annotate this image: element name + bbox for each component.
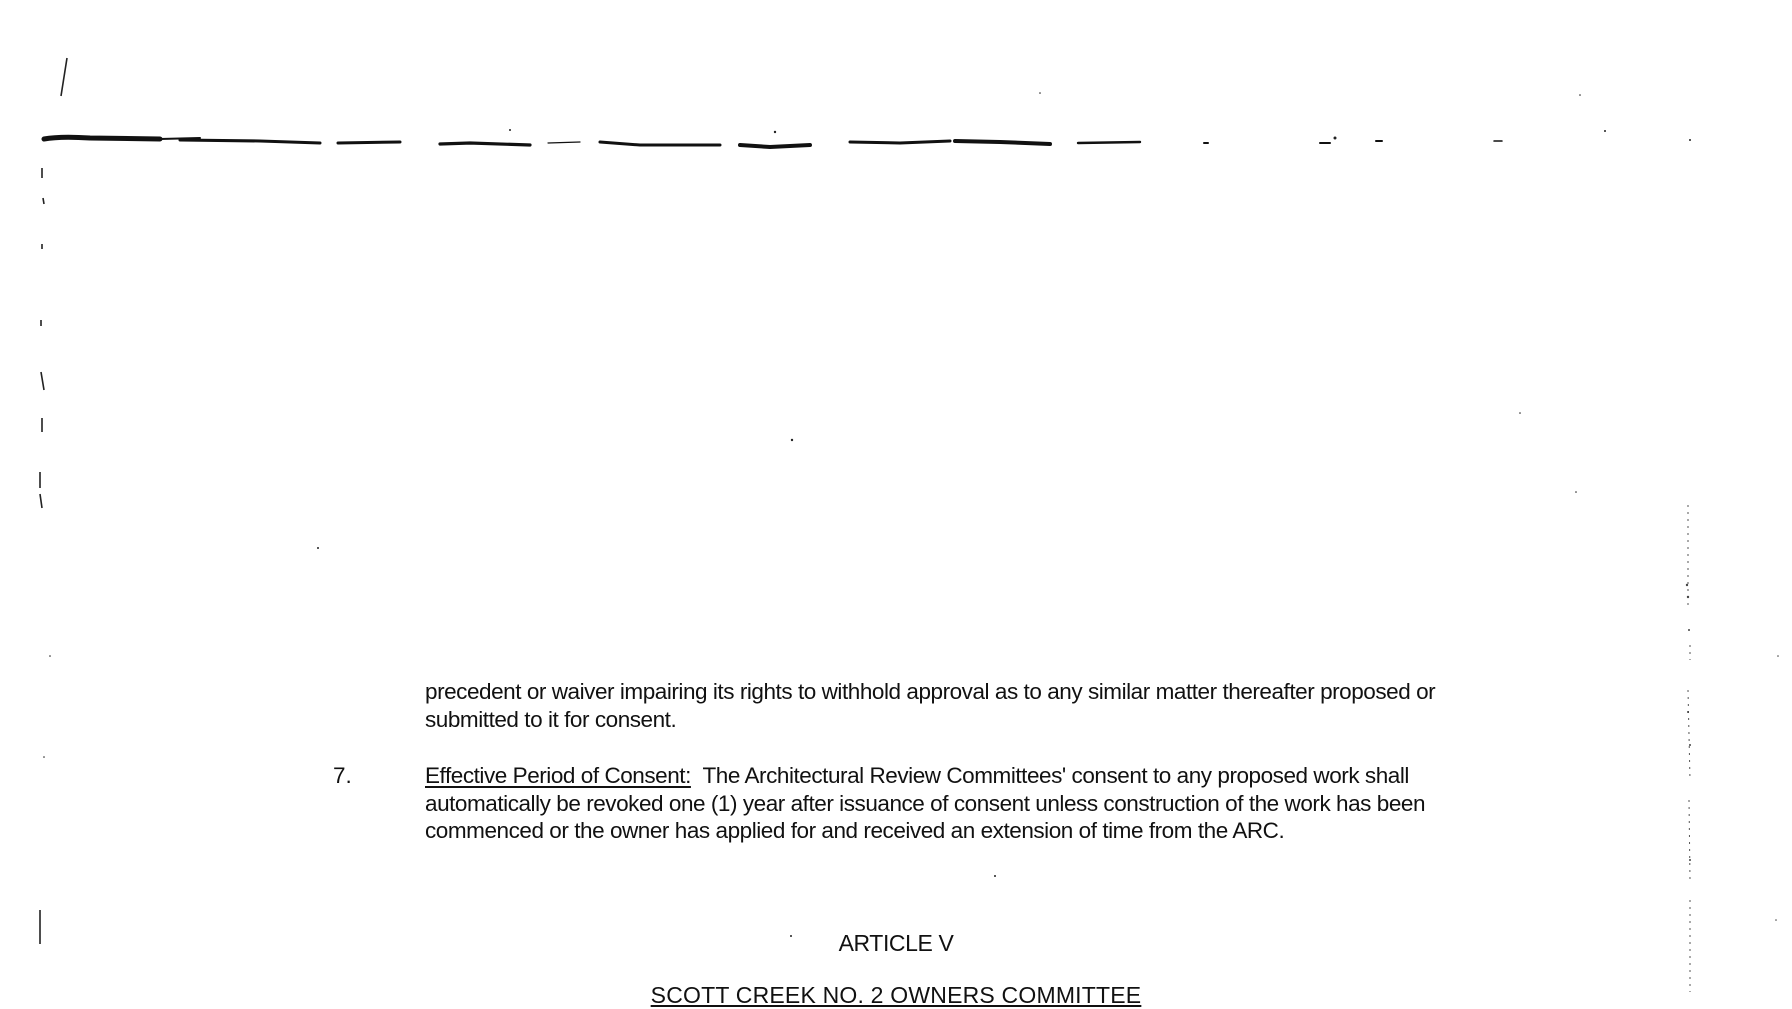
- article-heading: ARTICLE V: [838, 930, 954, 956]
- item-paragraph: [425, 762, 1450, 845]
- paragraph-continuation: precedent or waiver impairing its rights to withhold approval as to any similar matter thereafter proposed or submitted to it for consent.: [425, 679, 1436, 732]
- item-heading: Effective Period of Consent:: [425, 763, 691, 788]
- item-body: The Architectural Review Committees' consent to any proposed work shall automatically be revoked one (1) year after issuance of consent unless construction of the work has been commenced or the owner has applied for and received an extension of time from the ARC.: [425, 763, 1426, 843]
- right-edge-marks: [1688, 505, 1690, 992]
- right-edge-specks: [1686, 584, 1779, 921]
- scan-mark-top-left: [61, 58, 67, 96]
- broken-top-rule: [44, 137, 1502, 147]
- section-heading: SCOTT CREEK NO. 2 OWNERS COMMITTEE: [650, 982, 1142, 1008]
- item-number: 7.: [333, 763, 352, 788]
- left-edge-marks: [40, 168, 44, 944]
